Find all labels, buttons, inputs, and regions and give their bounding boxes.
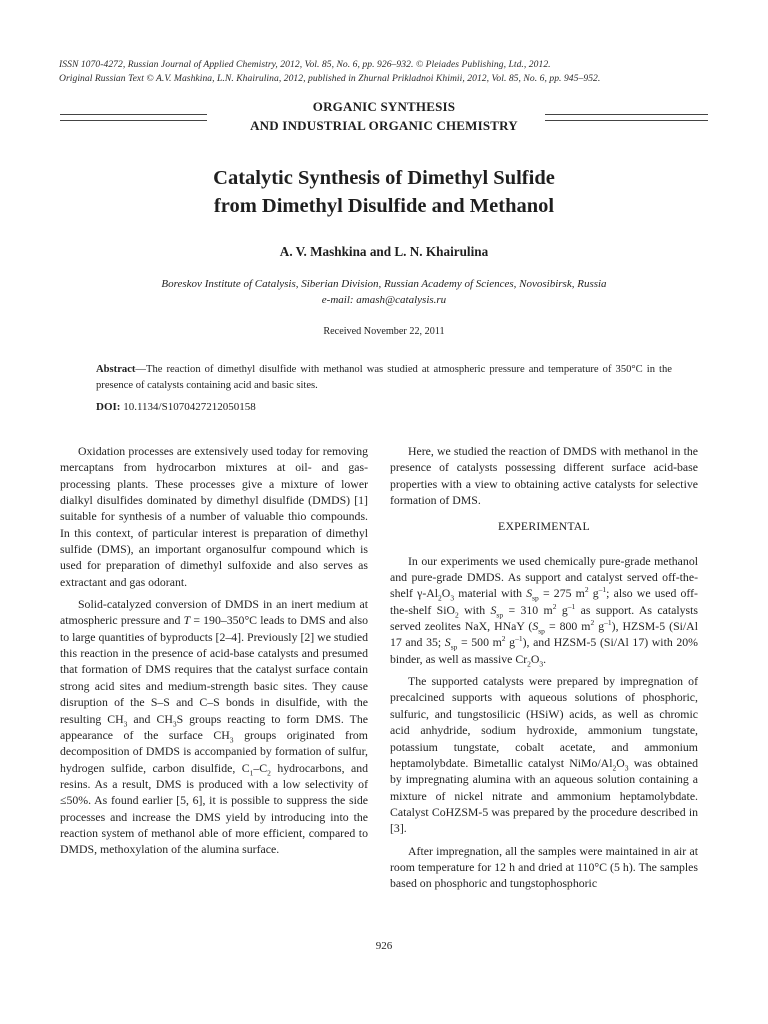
abstract-label: Abstract xyxy=(96,364,136,375)
intro-paragraph-2: Solid-catalyzed conversion of DMDS in an inert medium at atmospheric pressure and T = 190–350°C leads to DMS and also to large quantities of byproducts [2–4]. Previously [2] we studied this reaction in the presence of acid-base catalysts and presumed that formation of DMS requires that the catalyst surface contain strong acid sites and medium-strength basic sites. They cause disruption of the S–S and C–S bonds in disulfide, with the resulting $CH_3$ and $CH_3S$ groups reacting to form DMS. The appearance of the surface $CH_3$ groups originated from decomposition of DMDS is accompanied by formation of sulfur, hydrogen sulfide, carbon disulfide, $C_1-C_2$ hydrocarbons, and resins. As a result, DMS is produced with a low selectivity of ≤50%. As found earlier [5, 6], it is possible to suppress the side processes and increase the DMS yield by introducing into the reaction system of methanol able of more efficient, compared to DMDS, methoxylation of the alumina surface. xyxy=(60,597,369,857)
page-number: 926 xyxy=(375,940,393,952)
paper-title-line1: Catalytic Synthesis of Dimethyl Sulfide xyxy=(213,167,555,189)
journal-citation-line: ISSN 1070-4272, Russian Journal of Applied Chemistry, 2012, Vol. 85, No. 6, pp. 926–932. © Pleiades Publishing, Ltd., 2012. xyxy=(59,59,551,70)
doi xyxy=(96,401,256,413)
doi-label: DOI: xyxy=(96,401,121,413)
intro-paragraph-3: Here, we studied the reaction of DMDS with methanol in the presence of catalysts possessing different surface acid-base properties with a view to obtaining active catalysts for selective formation of DMS. xyxy=(390,444,698,508)
left-column xyxy=(60,443,368,864)
experimental-heading: EXPERIMENTAL xyxy=(498,519,590,534)
experimental-paragraph-3: After impregnation, all the samples were maintained in air at room temperature for 12 h and dried at 110°C (5 h). The samples based on phosphoric and tungstophosphoric xyxy=(390,843,698,891)
affiliation-email[interactable]: e-mail: amash@catalysis.ru xyxy=(321,293,447,306)
received-date: Received November 22, 2011 xyxy=(323,326,445,337)
section-heading xyxy=(60,97,708,135)
authors: A. V. Mashkina and L. N. Khairulina xyxy=(279,244,489,259)
original-text-line: Original Russian Text © A.V. Mashkina, L.N. Khairulina, 2012, published in Zhurnal Prikladnoi Khimii, 2012, Vol. 85, No. 6, pp. 945–952. xyxy=(59,73,601,84)
abstract-text: —The reaction of dimethyl disulfide with methanol was studied at atmospheric pressure and temperature of 350°C in the presence of catalysts containing acid and basic sites. xyxy=(96,364,672,391)
section-heading-line1: ORGANIC SYNTHESIS xyxy=(312,99,456,114)
experimental-paragraph-2: The supported catalysts were prepared by impregnation of precalcined supports with aqueous solutions of phosphoric, sulfuric, and tungstosilicic (HSiW) acids, as well as chromic acid anhydride, sodium hydroxide, ammonium tungstate, potassium tungstate, cobalt acetate, and ammonium heptamolybdate. Bimetallic catalyst NiMo/$Al_2O_3$ was obtained by impregnating alumina with an aqueous solution containing a mixture of nickel nitrate and ammonium heptamolybdate. Catalyst CoHZSM-5 was prepared by the procedure described in [3]. xyxy=(390,674,698,836)
right-column xyxy=(390,443,698,898)
paper-title xyxy=(60,164,708,220)
section-heading-line2: AND INDUSTRIAL ORGANIC CHEMISTRY xyxy=(250,118,518,133)
affiliation xyxy=(60,277,708,308)
affiliation-institute: Boreskov Institute of Catalysis, Siberian Division, Russian Academy of Sciences, Novosibirsk, Russia xyxy=(161,278,607,290)
paper-title-line2: from Dimethyl Disulfide and Methanol xyxy=(213,195,555,217)
doi-value[interactable]: 10.1134/S1070427212050158 xyxy=(120,401,256,413)
experimental-paragraph-1: In our experiments we used chemically pure-grade methanol and pure-grade DMDS. As support and catalyst served off-the-shelf $\gamma-Al_2O_3$ material with $S_{sp} = 275$ $m^2$ $g^{-1}$; also we used off-the-shelf SiO$_2$ with $S_{sp} = 310$ $m^2$ $g^{-1}$ as support. As catalysts served zeolites NaX, HNaY ($S_{sp} = 800$ $m^2$ $g^{-1}$), HZSM-5 (Si/Al 17 and 35; $S_{sp} = 500$ $m^2$ $g^{-1}$), and HZSM-5 (Si/Al 17) with 20% binder, as well as massive $Cr_2O_3$. xyxy=(390,553,699,669)
intro-paragraph-1: Oxidation processes are extensively used today for removing mercaptans from hydrocarbon mixtures at oil- and gas-processing plants. These processes give a mixture of lower dialkyl disulfides dominated by dimethyl disulfide (DMDS) [1] suitable for synthesis of a number of valuable thio compounds. In this context, of particular interest is preparation of dimethyl sulfide (DMS), an important organosulfur compound which is used for preparation of dimethyl sulfoxide and also serves as extractant and gas odorant. xyxy=(60,444,368,589)
abstract xyxy=(96,362,672,393)
